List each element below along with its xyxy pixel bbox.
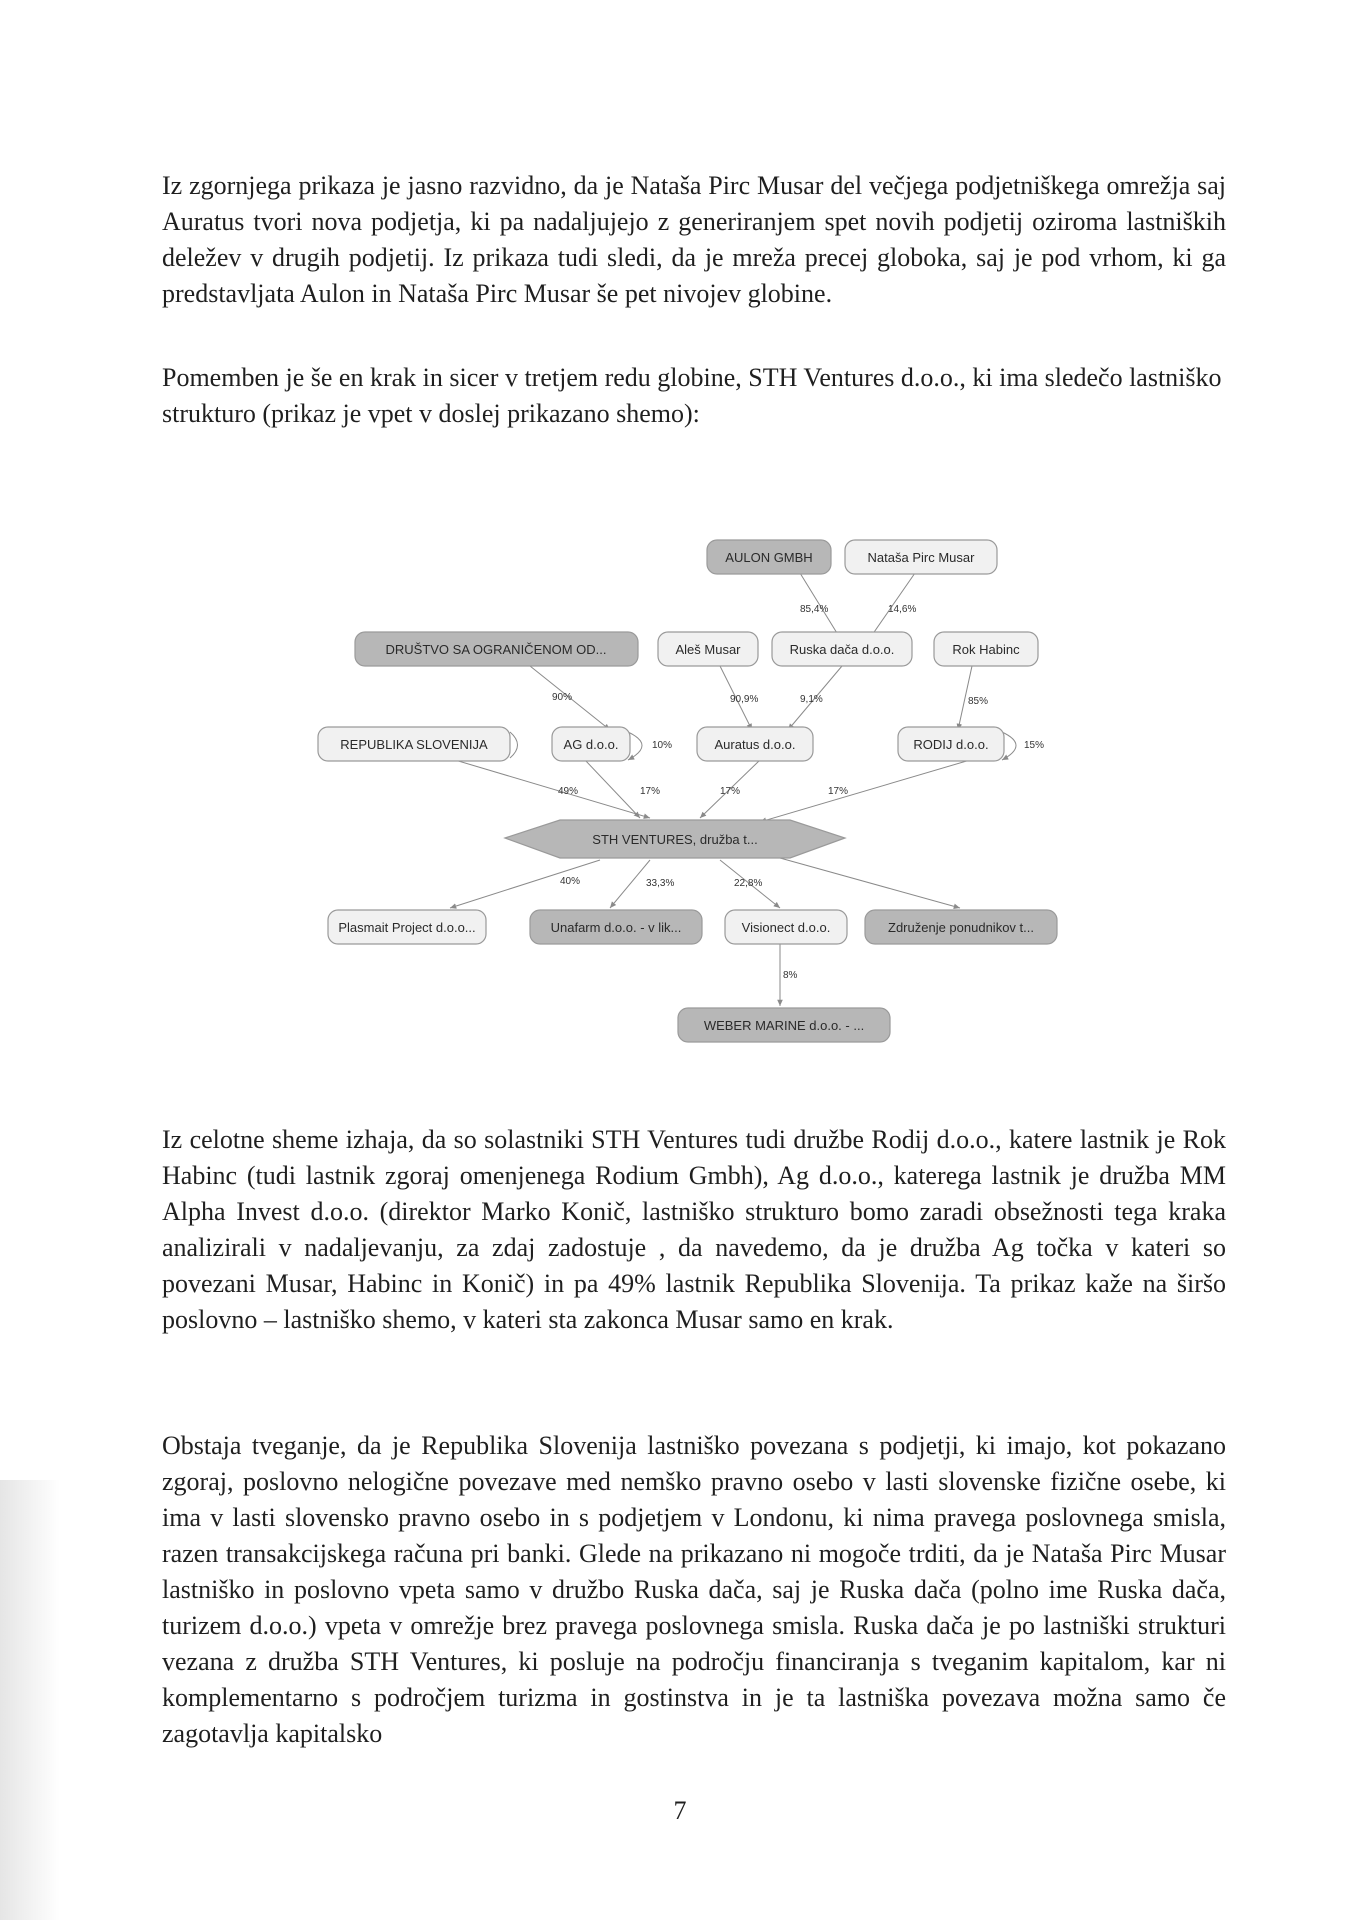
node-ag[interactable] [552,727,630,761]
node-weber-marine-label: WEBER MARINE d.o.o. - ... [703,1018,865,1033]
edge-sth-zdruzenje [780,858,960,908]
node-rok-habinc-label: Rok Habinc [952,642,1020,657]
node-auratus[interactable] [697,727,813,761]
node-zdruzenje-label: Združenje ponudnikov t... [888,920,1034,935]
node-ag-label: AG d.o.o. [563,737,619,752]
scan-edge-shadow [0,1480,60,1920]
node-drustvo[interactable] [355,632,638,666]
node-auratus-label: Auratus d.o.o. [714,737,796,752]
node-ales-musar-label: Aleš Musar [675,642,741,657]
node-ruska-daca-label: Ruska dača d.o.o. [789,642,895,657]
pct-rodij-self: 15% [1024,740,1045,751]
pct-ag-self: 10% [652,740,673,751]
node-visionect-label: Visionect d.o.o. [741,920,831,935]
node-drustvo-label: DRUŠTVO SA OGRANIČENOM OD... [385,642,607,657]
paragraph-2: Pomemben je še en krak in sicer v tretjem redu globine, STH Ventures d.o.o., ki ima sledečo lastniško strukturo (prikaz je vpet v doslej prikazano shemo): [162,363,1222,428]
node-aulon-gmbh[interactable] [707,540,831,574]
pct-drustvo-ag: 90% [552,692,573,703]
pct-auratus-sth: 17% [720,786,741,797]
node-ruska-daca[interactable] [772,632,912,666]
node-republika-slovenija[interactable] [318,727,510,761]
node-sth-ventures[interactable] [505,820,845,858]
pct-ales-auratus: 90,9% [730,694,759,705]
edge-republika-sth [455,760,650,818]
node-plasmait[interactable] [328,910,486,944]
edge-sth-unafarm [610,860,650,908]
node-rodij-label: RODIJ d.o.o. [913,737,989,752]
pct-rodij-sth: 17% [828,786,849,797]
paragraph-3: Iz celotne sheme izhaja, da so solastniki STH Ventures tudi družbe Rodij d.o.o., katere lastnik je Rok Habinc (tudi lastnik zgoraj omenjenega Rodium Gmbh), Ag d.o.o., katerega lastnik je družba MM Alpha Invest d.o.o. (direktor Marko Konič, lastniško strukturo bomo zaradi obsežnosti tega kraka analizirali v nadaljevanju, za zdaj zadostuje , da navedemo, da je družba Ag točka v kateri so povezani Musar, Habinc in Konič) in pa 49% lastnik Republika Slovenija. Ta prikaz kaže na širšo poslovno – lastniško shemo, v kateri sta zakonca Musar samo en krak. [162,1125,1226,1334]
node-rok-habinc[interactable] [934,632,1038,666]
node-sth-ventures-label: STH VENTURES, družba t... [592,832,758,847]
paragraph-1: Iz zgornjega prikaza je jasno razvidno, da je Nataša Pirc Musar del večjega podjetniškega omrežja saj Auratus tvori nova podjetja, ki pa nadaljujejo z generiranjem spet novih podjetij oziroma lastniških deležev v drugih podjetij. Iz prikaza tudi sledi, da je mreža precej globoka, saj je pod vrhom, ki ga predstavljata Aulon in Nataša Pirc Musar še pet nivojev globine. [162,171,1226,308]
node-unafarm[interactable] [530,910,702,944]
pct-ruska-auratus: 9,1% [800,694,823,705]
edge-rodij-sth [760,760,970,822]
node-zdruzenje[interactable] [865,910,1057,944]
node-natasa-pirc-musar[interactable] [845,540,997,574]
pct-republika-sth: 49% [558,786,579,797]
pct-rok-rodij: 85% [968,696,989,707]
diagram-nodes [318,540,1057,1042]
pct-aulon-ruska: 85,4% [800,604,829,615]
pct-sth-plasmait: 40% [560,876,581,887]
node-natasa-pirc-musar-label: Nataša Pirc Musar [867,550,975,565]
pct-sth-unafarm: 33,3% [646,878,675,889]
node-weber-marine[interactable] [678,1008,890,1042]
node-ales-musar[interactable] [658,632,758,666]
paragraph-4: Obstaja tveganje, da je Republika Slovenija lastniško povezana s podjetji, ki imajo, kot pokazano zgoraj, poslovno nelogične povezave med nemško pravno osebo v lasti slovenske fizične osebe, ki ima v lasti slovensko pravno osebo in s podjetjem v Londonu, ki nima pravega poslovnega smisla, razen transakcijskega računa pri banki. Glede na prikazano ni mogoče trditi, da je Nataša Pirc Musar lastniško in poslovno vpeta samo v družbo Ruska dača, saj je Ruska dača (polno ime Ruska dača, turizem d.o.o.) vpeta v omrežje brez pravega poslovnega smisla. Ruska dača je po lastniški strukturi vezana z družba STH Ventures, ki posluje na področju financiranja s tveganim kapitalom, kar ni komplementarno s področjem turizma in gostinstva in je ta lastniška povezava možna samo če zagotavlja kapitalsko [162,1431,1226,1748]
node-unafarm-label: Unafarm d.o.o. - v lik... [550,920,682,935]
node-plasmait-label: Plasmait Project d.o.o... [338,920,476,935]
edge-republika-self-loop [510,732,518,758]
node-republika-slovenija-label: REPUBLIKA SLOVENIJA [340,737,488,752]
node-aulon-gmbh-label: AULON GMBH [725,550,813,565]
node-rodij[interactable] [898,727,1004,761]
pct-visionect-weber: 8% [783,970,798,981]
pct-ag-sth: 17% [640,786,661,797]
pct-natasa-ruska: 14,6% [888,604,917,615]
edge-ag-sth [585,760,640,818]
pct-sth-visionect: 22,8% [734,878,763,889]
page-number: 7 [673,1796,687,1825]
node-visionect[interactable] [725,910,847,944]
